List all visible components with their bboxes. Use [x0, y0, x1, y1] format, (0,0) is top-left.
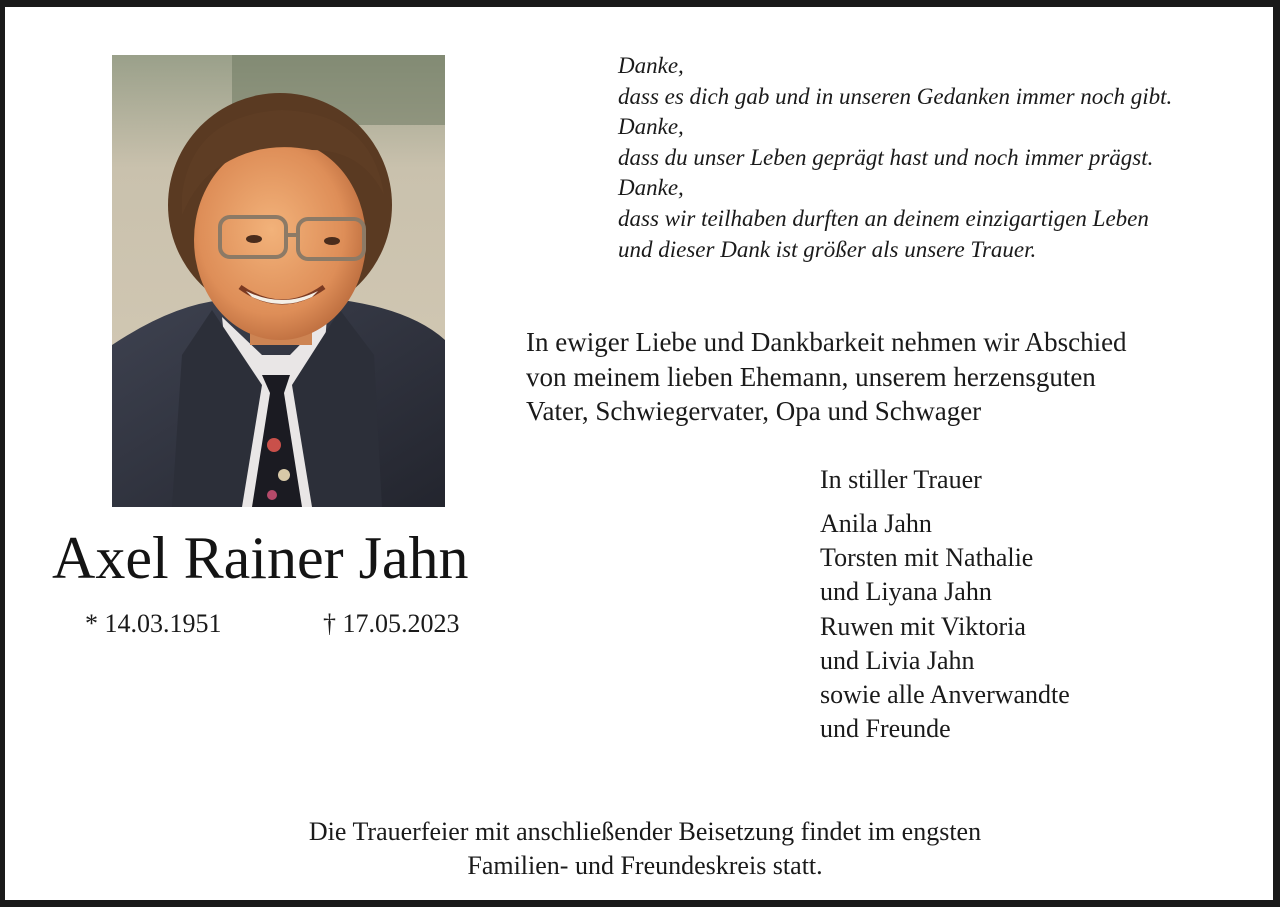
- mourner-line: Torsten mit Nathalie: [820, 543, 1034, 573]
- farewell-text: [526, 325, 1266, 429]
- ceremony-line: Die Trauerfeier mit anschließender Beisetzung findet im engsten: [308, 817, 982, 846]
- poem-line: Danke,: [618, 175, 684, 201]
- poem-line: dass du unser Leben geprägt hast und noch immer prägst.: [618, 144, 1154, 170]
- deceased-name: Axel Rainer Jahn: [52, 525, 469, 591]
- mourner-line: Ruwen mit Viktoria: [820, 611, 1026, 641]
- portrait-photo: [112, 55, 445, 507]
- mourner-line: Anila Jahn: [820, 509, 932, 538]
- farewell-line: Vater, Schwiegervater, Opa und Schwager: [526, 396, 982, 426]
- mourners-list: [820, 507, 1070, 746]
- poem-line: Danke,: [618, 114, 684, 140]
- ceremony-line: Familien- und Freundeskreis statt.: [467, 851, 823, 880]
- mourner-line: und Liyana Jahn: [820, 577, 992, 607]
- ceremony-notice: [145, 815, 1145, 883]
- poem-line: Danke,: [618, 53, 684, 78]
- birth-date: * 14.03.1951: [85, 609, 222, 638]
- mourner-line: und Freunde: [820, 714, 951, 744]
- mourning-heading: In stiller Trauer: [820, 465, 982, 494]
- poem-line: dass wir teilhaben durften an deinem einzigartigen Leben: [618, 205, 1149, 231]
- farewell-line: von meinem lieben Ehemann, unserem herzensguten: [526, 361, 1096, 392]
- death-date: † 17.05.2023: [323, 609, 460, 638]
- mourner-line: und Livia Jahn: [820, 645, 975, 675]
- portrait-illustration: [112, 55, 445, 507]
- poem: [618, 51, 1258, 265]
- farewell-line: In ewiger Liebe und Dankbarkeit nehmen wir Abschied: [526, 327, 1127, 357]
- poem-line: und dieser Dank ist größer als unsere Trauer.: [618, 236, 1037, 262]
- mourner-line: sowie alle Anverwandte: [820, 679, 1070, 709]
- poem-line: dass es dich gab und in unseren Gedanken immer noch gibt.: [618, 83, 1173, 109]
